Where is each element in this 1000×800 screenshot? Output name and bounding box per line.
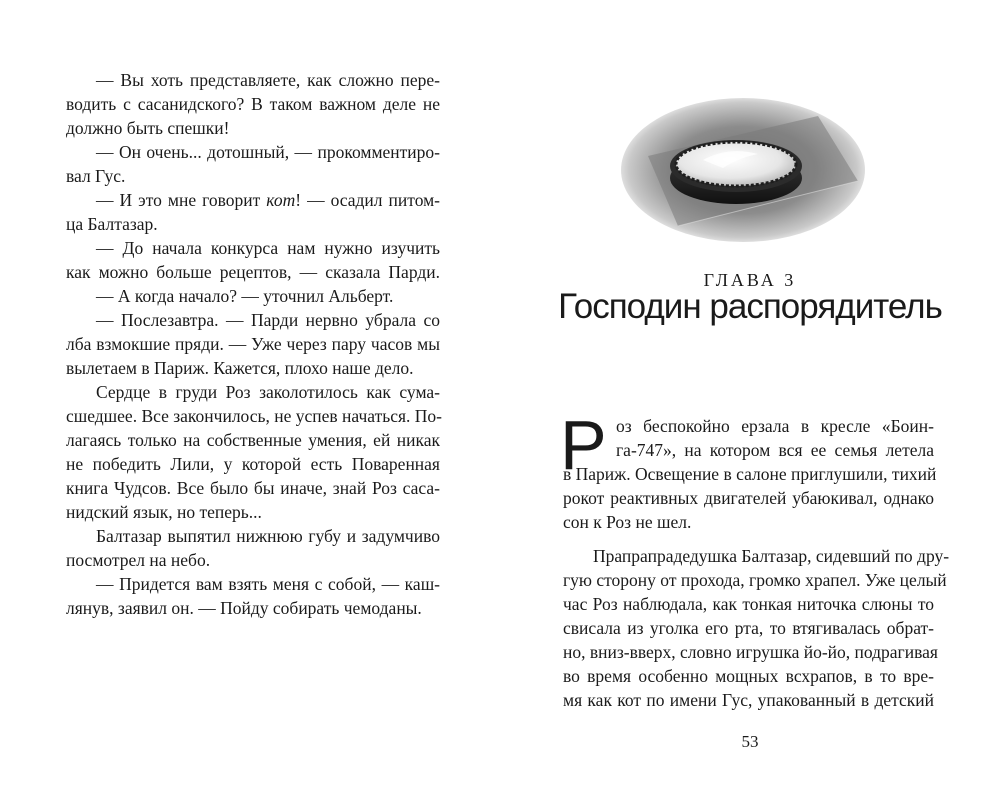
text-line: гую сторону от прохода, громко храпел. Уже целый xyxy=(563,570,947,590)
text-line: рокот реактивных двигателей убаюкивал, однако xyxy=(563,488,934,508)
text-line: — Послезавтра. — Парди нервно убрала со xyxy=(96,310,440,330)
text-line: Прапрапрадедушка Балтазар, сидевший по дру- xyxy=(593,546,950,566)
text-line: — Придется вам взять меня с собой, — каш- xyxy=(96,574,440,594)
text-line: нидский язык, но теперь... xyxy=(66,502,262,522)
text-line: Балтазар выпятил нижнюю губу и задумчиво xyxy=(96,526,440,546)
text-line: книга Чудсов. Все было бы иначе, знай Роз саса- xyxy=(66,478,440,498)
text-line: ца Балтазар. xyxy=(66,214,158,234)
chapter-label: ГЛАВА 3 xyxy=(703,270,797,290)
text-line: вал Гус. xyxy=(66,166,126,186)
text-line: — Он очень... дотошный, — прокомментиро- xyxy=(96,142,440,162)
italic-word: кот xyxy=(266,190,296,210)
text-line: лянув, заявил он. — Пойду собирать чемоданы. xyxy=(66,598,422,618)
text-line: мя как кот по имени Гус, упакованный в детский xyxy=(563,690,934,710)
text-line: сон к Роз не шел. xyxy=(563,512,692,532)
text-fragment: ! — осадил питом- xyxy=(295,190,441,210)
text-line: не победить Лили, у которой есть Поваренная xyxy=(66,454,440,474)
chapter-title: Господин распорядитель xyxy=(558,287,942,326)
text-line: лба взмокшие пряди. — Уже через пару часов мы xyxy=(66,334,440,354)
text-line: во время особенно мощных всхрапов, в то вре- xyxy=(563,666,934,686)
text-line: оз беспокойно ерзала в кресле «Боин- xyxy=(616,416,934,436)
right-page xyxy=(500,0,1000,800)
text-line: водить с сасанидского? В таком важном деле не xyxy=(66,94,440,114)
text-line: лагаясь только на собственные умения, ей никак xyxy=(66,430,440,450)
text-line: свисала из уголка его рта, то втягивалась обрат- xyxy=(563,618,934,638)
text-line: — А когда начало? — уточнил Альберт. xyxy=(96,286,394,306)
text-line: вылетаем в Париж. Кажется, плохо наше дело. xyxy=(66,358,414,378)
text-line: Сердце в груди Роз заколотилось как сума- xyxy=(96,382,440,402)
text-line: — До начала конкурса нам нужно изучить xyxy=(96,238,440,258)
text-line: в Париж. Освещение в салоне приглушили, тихий xyxy=(563,464,937,484)
text-line: сшедшее. Все закончилось, не успев начаться. По- xyxy=(66,406,442,426)
text-line: должно быть спешки! xyxy=(66,118,230,138)
text-line: посмотрел на небо. xyxy=(66,550,211,570)
text-line: как можно больше рецептов, — сказала Парди. xyxy=(66,262,440,282)
drop-cap: Р xyxy=(560,406,607,484)
text-line: час Роз наблюдала, как тонкая ниточка слюны то xyxy=(563,594,934,614)
text-line: но, вниз-вверх, словно игрушка йо-йо, подрагивая xyxy=(563,642,938,662)
tart-illustration xyxy=(618,86,868,246)
page-number: 53 xyxy=(741,732,759,751)
text-line: — Вы хоть представляете, как сложно пере- xyxy=(96,70,440,90)
text-fragment: — И это мне говорит xyxy=(96,190,261,210)
text-line xyxy=(66,188,440,212)
text-line: га-747», на котором вся ее семья летела xyxy=(616,440,934,460)
